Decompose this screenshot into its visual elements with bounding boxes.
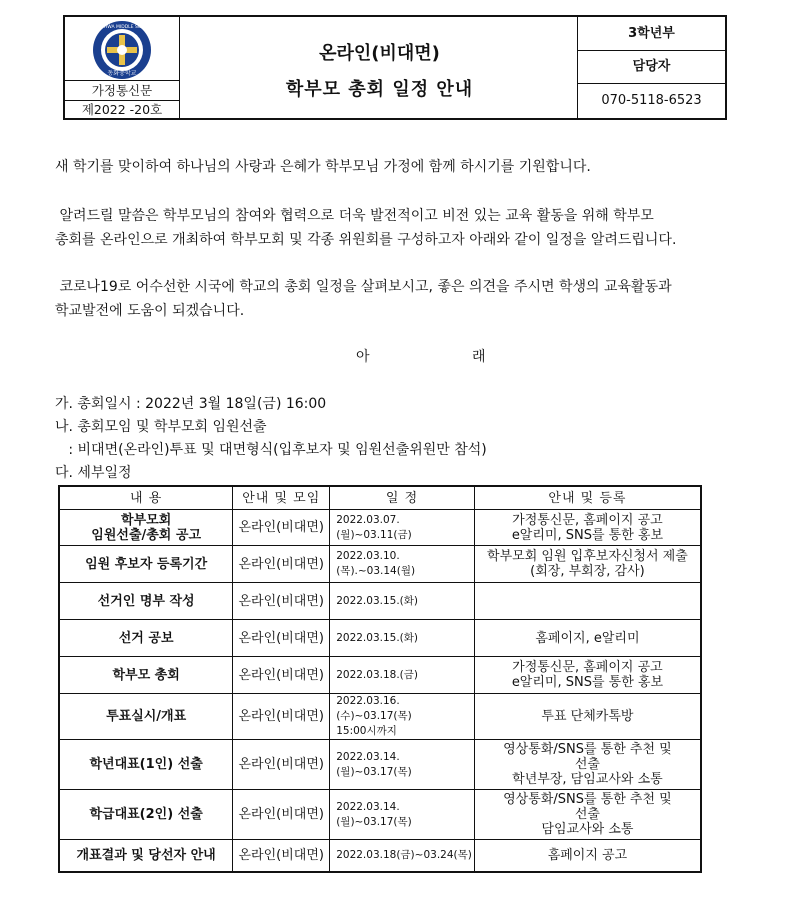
item-b: 나. 총회모임 및 학부모회 임원선출	[55, 419, 267, 435]
table-row	[59, 583, 701, 620]
notice-heading-b: 래	[472, 349, 486, 365]
row-item: 선거인 명부 작성	[59, 583, 233, 620]
notice-heading-a: 아	[356, 349, 370, 365]
logo-text-top: DONGHWA MIDDLE SCHOOL	[90, 25, 154, 30]
table-row	[59, 510, 701, 546]
row-mode: 온라인(비대면)	[233, 790, 330, 840]
table-header-row	[59, 486, 701, 510]
row-mode: 온라인(비대면)	[233, 694, 330, 740]
row-item: 선거 공보	[59, 620, 233, 657]
row-date: 2022.03.14.(월)~03.17(목)	[330, 790, 475, 840]
row-mode: 온라인(비대면)	[233, 546, 330, 583]
table-row	[59, 546, 701, 583]
row-guide: 투표 단체카톡방	[474, 694, 701, 740]
logo-text-bottom: 동화중학교	[107, 70, 137, 77]
department: 3학년부	[578, 17, 725, 51]
row-mode: 온라인(비대면)	[233, 510, 330, 546]
row-item: 학급대표(2인) 선출	[59, 790, 233, 840]
row-guide: 가정통신문, 홈페이지 공고 e알리미, SNS를 통한 홍보	[474, 657, 701, 694]
table-row	[59, 740, 701, 790]
newsletter-label: 가정통신문	[65, 80, 179, 100]
header-date: 일 정	[330, 486, 475, 510]
paragraph-1: 새 학기를 맞이하여 하나님의 사랑과 은혜가 학부모님 가정에 함께 하시기를 기원합니다.	[55, 159, 591, 175]
table-row	[59, 790, 701, 840]
item-b-sub: : 비대면(온라인)투표 및 대면형식(입후보자 및 임원선출위원만 참석)	[55, 442, 487, 458]
row-date: 2022.03.14.(월)~03.17(목)	[330, 740, 475, 790]
row-item: 학부모 총회	[59, 657, 233, 694]
item-a: 가. 총회일시 : 2022년 3월 18일(금) 16:00	[55, 396, 327, 412]
contact-label: 담당자	[578, 51, 725, 84]
row-item: 학년대표(1인) 선출	[59, 740, 233, 790]
row-item: 투표실시/개표	[59, 694, 233, 740]
row-date: 2022.03.18(금)~03.24(목)	[330, 840, 475, 872]
header-guide: 안내 및 등록	[474, 486, 701, 510]
header-right-cell	[577, 17, 725, 118]
table-row	[59, 694, 701, 740]
table-row	[59, 840, 701, 872]
row-mode: 온라인(비대면)	[233, 657, 330, 694]
title-line2: 학부모 총회 일정 안내	[285, 79, 474, 100]
row-mode: 온라인(비대면)	[233, 620, 330, 657]
phone-number: 070-5118-6523	[601, 93, 702, 108]
row-mode: 온라인(비대면)	[233, 583, 330, 620]
row-mode: 온라인(비대면)	[233, 840, 330, 872]
row-item: 임원 후보자 등록기간	[59, 546, 233, 583]
header-title-cell	[179, 17, 580, 118]
row-mode: 온라인(비대면)	[233, 740, 330, 790]
header-left-cell	[65, 17, 180, 118]
header-content: 내 용	[59, 486, 233, 510]
row-item: 개표결과 및 당선자 안내	[59, 840, 233, 872]
paragraph-3-line1: 코로나19로 어수선한 시국에 학교의 총회 일정을 살펴보시고, 좋은 의견을 주시면 학생의 교육활동과	[55, 279, 672, 295]
issue-number: 제2022 -20호	[65, 100, 179, 119]
school-logo-icon	[81, 19, 163, 85]
item-c: 다. 세부일정	[55, 465, 132, 481]
row-date: 2022.03.15.(화)	[330, 583, 475, 620]
row-date: 2022.03.07.(월)~03.11(금)	[330, 510, 475, 546]
row-guide: 영상통화/SNS를 통한 추천 및 선출 담임교사와 소통	[474, 790, 701, 840]
paragraph-2-line2: 총회를 온라인으로 개최하여 학부모회 및 각종 위원회를 구성하고자 아래와 같이 일정을 알려드립니다.	[55, 232, 677, 248]
row-guide: 영상통화/SNS를 통한 추천 및 선출 학년부장, 담임교사와 소통	[474, 740, 701, 790]
row-guide: 학부모회 임원 입후보자신청서 제출 (회장, 부회장, 감사)	[474, 546, 701, 583]
header-mode: 안내 및 모임	[233, 486, 330, 510]
row-date: 2022.03.18.(금)	[330, 657, 475, 694]
title-line1: 온라인(비대면)	[319, 43, 440, 64]
header-box	[63, 15, 727, 120]
paragraph-2-line1: 알려드릴 말씀은 학부모님의 참여와 협력으로 더욱 발전적이고 비전 있는 교육 활동을 위해 학부모	[55, 208, 654, 224]
row-item: 학부모회 임원선출/총회 공고	[59, 510, 233, 546]
row-date: 2022.03.16.(수)~03.17(목) 15:00시까지	[330, 694, 475, 740]
row-guide: 홈페이지 공고	[474, 840, 701, 872]
row-guide: 홈페이지, e알리미	[474, 620, 701, 657]
row-guide: 가정통신문, 홈페이지 공고 e알리미, SNS를 통한 홍보	[474, 510, 701, 546]
table-row	[59, 620, 701, 657]
row-guide	[474, 583, 701, 620]
paragraph-3-line2: 학교발전에 도움이 되겠습니다.	[55, 303, 245, 319]
schedule-table	[58, 485, 702, 873]
table-row	[59, 657, 701, 694]
row-date: 2022.03.15.(화)	[330, 620, 475, 657]
row-date: 2022.03.10.(목).~03.14(월)	[330, 546, 475, 583]
